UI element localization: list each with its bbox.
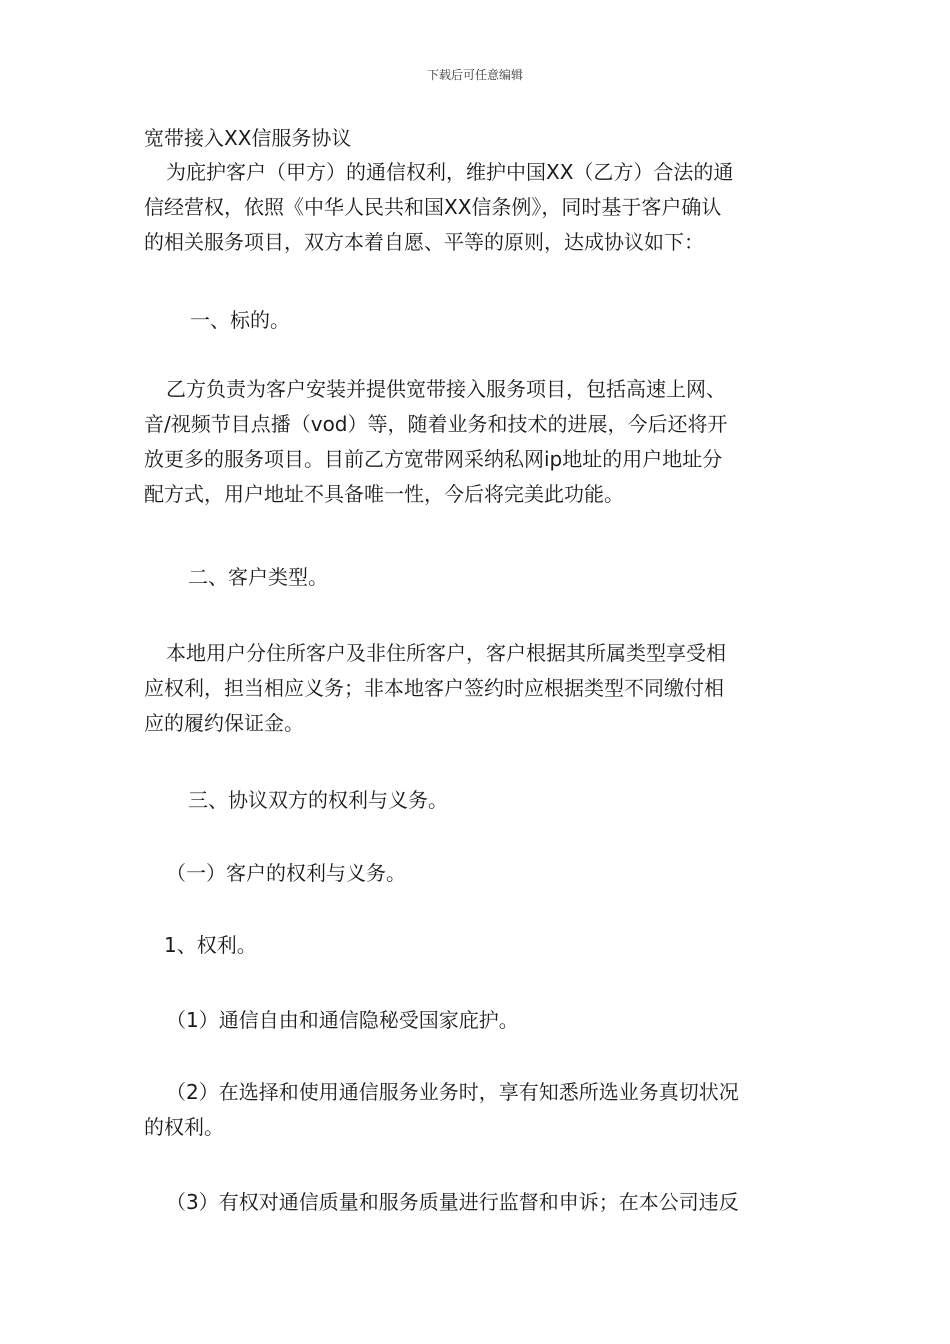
- page-header-note: 下载后可任意编辑: [426, 68, 523, 82]
- document-title: 宽带接入XX信服务协议: [144, 126, 352, 150]
- section1-heading: [144, 303, 814, 338]
- rights-item-3: [144, 1185, 814, 1220]
- rights-item-3-text: （3）有权对通信质量和服务质量进行监督和申诉；在本公司违反: [166, 1190, 739, 1214]
- section3-heading: [144, 783, 814, 818]
- section2-line-3: 应的履约保证金。: [144, 711, 304, 735]
- intro-paragraph: [144, 155, 814, 260]
- sub1-heading: [144, 856, 814, 891]
- section1-line-3: 放更多的服务项目。目前乙方宽带网采纳私网ip地址的用户地址分: [144, 447, 723, 471]
- rights-heading: [144, 928, 814, 963]
- section1-line-1: 乙方负责为客户安装并提供宽带接入服务项目，包括高速上网、: [166, 377, 726, 401]
- rights-item-2-line-2: 的权利。: [144, 1115, 224, 1139]
- intro-line-3: 的相关服务项目，双方本着自愿、平等的原则，达成协议如下：: [144, 230, 704, 254]
- section2-line-2: 应权利，担当相应义务；非本地客户签约时应根据类型不同缴付相: [144, 676, 724, 700]
- sub1-heading-text: （一）客户的权利与义务。: [166, 861, 406, 885]
- section1-heading-text: 一、标的。: [190, 308, 290, 332]
- rights-item-2: [144, 1075, 814, 1145]
- section2-body: [144, 636, 814, 741]
- rights-item-2-line-1: （2）在选择和使用通信服务业务时，享有知悉所选业务真切状况: [166, 1080, 739, 1104]
- intro-line-1: 为庇护客户（甲方）的通信权利，维护中国XX（乙方）合法的通: [166, 160, 734, 184]
- section1-line-2: 音/视频节目点播（vod）等，随着业务和技术的进展，今后还将开: [144, 412, 728, 436]
- section1-body: [144, 372, 814, 512]
- section2-line-1: 本地用户分住所客户及非住所客户，客户根据其所属类型享受相: [166, 641, 726, 665]
- section2-heading-text: 二、客户类型。: [188, 565, 328, 589]
- section3-heading-text: 三、协议双方的权利与义务。: [188, 788, 448, 812]
- rights-item-1-text: （1）通信自由和通信隐秘受国家庇护。: [166, 1008, 519, 1032]
- section2-heading: [144, 560, 814, 595]
- section1-line-4: 配方式，用户地址不具备唯一性，今后将完美此功能。: [144, 482, 624, 506]
- rights-item-1: [144, 1003, 814, 1038]
- intro-line-2: 信经营权，依照《中华人民共和国XX信条例》，同时基于客户确认: [144, 195, 722, 219]
- rights-heading-text: 1、权利。: [164, 933, 257, 957]
